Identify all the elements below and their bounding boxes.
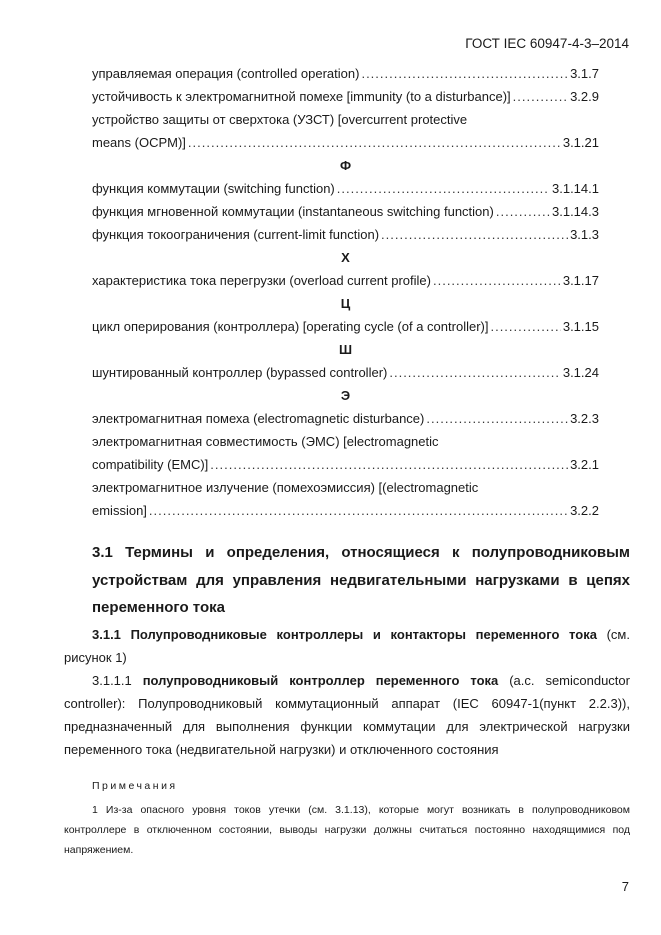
index-term: характеристика тока перегрузки (overload current profile) [92,273,431,288]
index-letter: Э [340,388,351,403]
index-ref: 3.1.21 [562,135,599,150]
index-term: means (OCPM)] [92,135,186,150]
index-term: функция мгновенной коммутации (instantaneous switching function) [92,204,494,219]
index-letter: Ц [340,296,351,311]
index-ref: 3.1.14.1 [552,181,599,196]
definition-term: полупроводниковый контроллер переменного тока [142,673,499,688]
index-ref: 3.1.24 [562,365,599,380]
index-ref: 3.1.15 [562,319,599,334]
index-entry [92,453,599,476]
index-term: функция токоограничения (current-limit function) [92,227,380,242]
index-entry [92,361,599,384]
index-term-line: устройство защиты от сверхтока (УЗСТ) [overcurrent protective [92,112,468,127]
index-ref: 3.2.3 [570,411,599,426]
index-ref: 3.2.2 [570,503,599,518]
notes-title: Примечания [92,780,178,792]
index-entry [92,269,599,292]
index-term: управляемая операция (controlled operation) [92,66,360,81]
index-entry [92,499,599,522]
index-letter: Ф [339,158,352,173]
index-ref: 3.1.17 [562,273,599,288]
note-1: 1 Из-за опасного уровня токов утечки (см. 3.1.13), которые могут возникать в полупроводниковом контроллере в отключенном состоянии, выводы нагрузки должны считаться постоянно находящимися под напряжением. [64,804,630,856]
definition-text: (a.c. semiconductor controller): Полупроводниковый коммутационный аппарат (IEC 60947-1(пункт 2.2.3)), предназначенный для выполнения функции коммутации для электрической нагрузки переменного тока (недвигательной нагрузки) и отключенного состояния [64,673,630,757]
index-term-line: электромагнитное излучение (помехоэмиссия) [(electromagnetic [92,480,479,495]
index-letter: Ш [338,342,353,357]
index-entry [92,223,599,246]
index-term: шунтированный контроллер (bypassed controller) [92,365,388,380]
index-entry [92,177,599,200]
index-ref: 3.1.7 [570,66,599,81]
standard-header: ГОСТ IEC 60947-4-3–2014 [465,36,629,51]
index-term: emission] [92,503,147,518]
index-term: цикл оперирования (контроллера) [operating cycle (of a controller)] [92,319,489,334]
definition-paragraph [64,669,630,761]
subsection-title: 3.1.1 Полупроводниковые контроллеры и контакторы переменного тока [92,627,597,642]
index-term: функция коммутации (switching function) [92,181,335,196]
index-entry [92,315,599,338]
index-entry [92,62,599,85]
subsection-paragraph [64,623,630,669]
index-entry [92,131,599,154]
section-heading: 3.1 Термины и определения, относящиеся к полупроводниковым устройствам для управления недвигательными нагрузками в цепях переменного тока [92,544,630,616]
index-term: compatibility (EMC)] [92,457,209,472]
alphabetical-index [92,62,599,522]
index-entry [92,85,599,108]
index-ref: 3.1.14.3 [552,204,599,219]
index-letter: Х [341,250,350,265]
index-ref: 3.2.1 [570,457,599,472]
subsection-reference: (см. рисунок 1) [64,627,630,665]
index-term: электромагнитная помеха (electromagnetic disturbance) [92,411,425,426]
index-ref: 3.2.9 [570,89,599,104]
index-term: устойчивость к электромагнитной помехе [immunity (to a disturbance)] [92,89,511,104]
index-entry [92,200,599,223]
index-entry [92,407,599,430]
index-term-line: электромагнитная совместимость (ЭМС) [electromagnetic [92,434,439,449]
definition-number: 3.1.1.1 [92,673,132,688]
index-ref: 3.1.3 [570,227,599,242]
page-number: 7 [621,879,629,894]
